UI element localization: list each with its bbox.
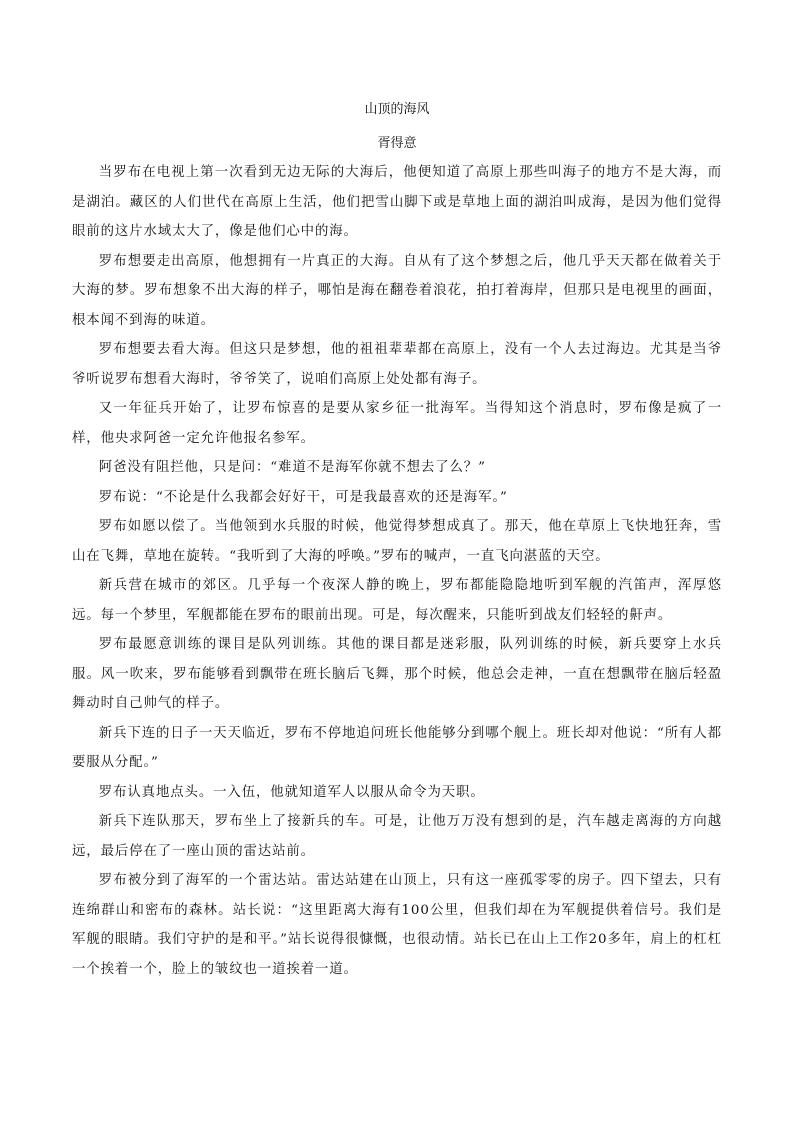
paragraph: 罗布被分到了海军的一个雷达站。雷达站建在山顶上，只有这一座孤零零的房子。四下望去，只有连绵群山和密布的森林。站长说：“这里距离大海有100公里，但我们却在为军舰提供着信号。我们是军舰的眼睛。我们守护的是和平。”站长说得很慷慨，也很动情。站长已在山上工作20多年，肩上的杠杠一个挨着一个，脸上的皱纹也一道挨着一道。 (72, 873, 722, 977)
paragraph: 阿爸没有阻拦他，只是问：“难道不是海军你就不想去了么？” (98, 460, 486, 475)
paragraph: 又一年征兵开始了，让罗布惊喜的是要从家乡征一批海军。当得知这个消息时，罗布像是疯了一样，他央求阿爸一定允许他报名参军。 (72, 401, 722, 446)
article-body (72, 158, 722, 984)
article-title: 山顶的海风 (364, 102, 430, 117)
paragraph: 新兵下连的日子一天天临近，罗布不停地追问班长他能够分到哪个舰上。班长却对他说：“所有人都要服从分配。” (72, 725, 722, 770)
paragraph: 罗布如愿以偿了。当他领到水兵服的时候，他觉得梦想成真了。那天，他在草原上飞快地狂奔，雪山在飞舞，草地在旋转。“我听到了大海的呼唤。”罗布的喊声，一直飞向湛蓝的天空。 (72, 519, 722, 564)
paragraph: 罗布最愿意训练的课目是队列训练。其他的课目都是迷彩服，队列训练的时候，新兵要穿上水兵服。风一吹来，罗布能够看到飘带在班长脑后飞舞，那个时候，他总会走神，一直在想飘带在脑后轻盈舞动时自己帅气的样子。 (72, 637, 722, 711)
paragraph: 罗布认真地点头。一入伍，他就知道军人以服从命令为天职。 (98, 784, 485, 800)
paragraph: 罗布想要走出高原，他想拥有一片真正的大海。自从有了这个梦想之后，他几乎天天都在做着关于大海的梦。罗布想象不出大海的样子，哪怕是海在翻卷着浪花，拍打着海岸，但那只是电视里的画面，根本闻不到海的味道。 (72, 253, 722, 328)
paragraph: 当罗布在电视上第一次看到无边无际的大海后，他便知道了高原上那些叫海子的地方不是大海，而是湖泊。藏区的人们世代在高原上生活，他们把雪山脚下或是草地上面的湖泊叫成海，是因为他们觉得眼前的这片水域太大了，像是他们心中的海。 (72, 165, 722, 239)
paragraph: 罗布想要去看大海。但这只是梦想，他的祖祖辈辈都在高原上，没有一个人去过海边。尤其是当爷爷听说罗布想看大海时，爷爷笑了，说咱们高原上处处都有海子。 (72, 342, 722, 387)
paragraph: 罗布说：“不论是什么我都会好好干，可是我最喜欢的还是海军。” (98, 489, 508, 505)
paragraph: 新兵下连队那天，罗布坐上了接新兵的车。可是，让他万万没有想到的是，汽车越走离海的方向越远，最后停在了一座山顶的雷达站前。 (72, 814, 722, 859)
article-author: 胥得意 (377, 136, 417, 151)
paragraph: 新兵营在城市的郊区。几乎每一个夜深人静的晚上，罗布都能隐隐地听到军舰的汽笛声，浑厚悠远。每一个梦里，军舰都能在罗布的眼前出现。可是，每次醒来，只能听到战友们轻轻的鼾声。 (72, 578, 722, 623)
